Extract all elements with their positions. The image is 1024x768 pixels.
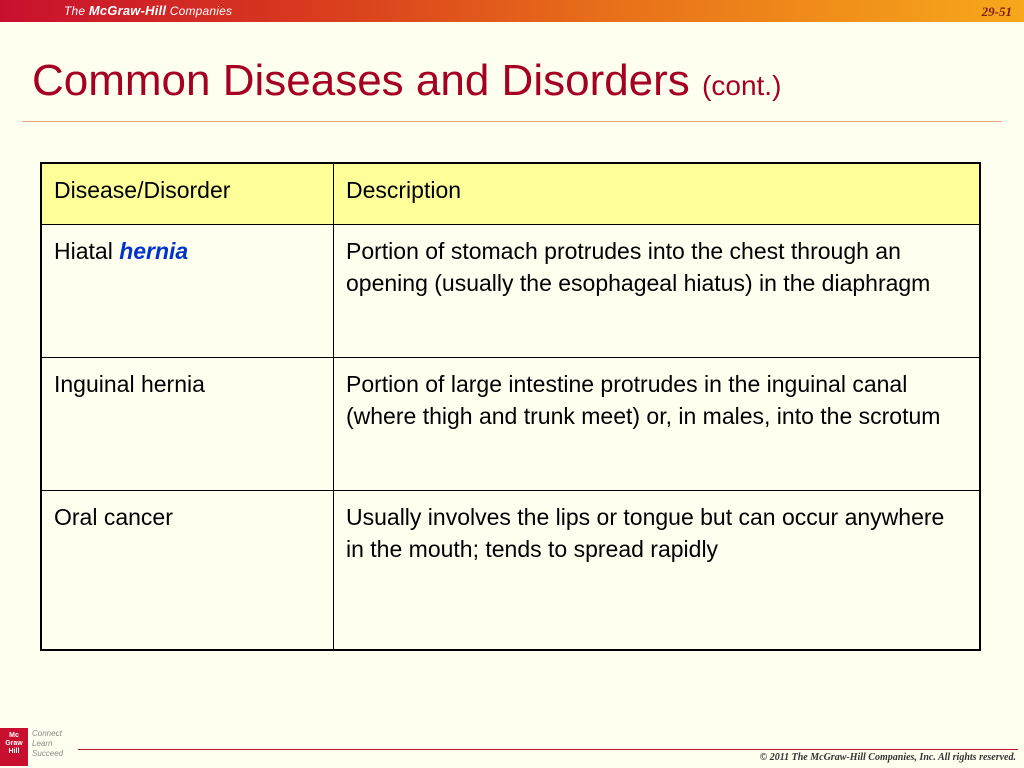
table-row [41,491,980,651]
diseases-table [40,162,981,651]
disease-name: Hiatal [54,238,113,264]
description-cell: Usually involves the lips or tongue but can occur anywhere in the mouth; tends to spread rapidly [334,491,981,651]
title-divider [22,121,1002,122]
slide-title-main: Common Diseases and Disorders [32,56,690,105]
slide-title [32,56,781,106]
footer-divider [78,749,1018,750]
publisher-tagline: Connect Learn Succeed [32,729,64,758]
slide-title-suffix: (cont.) [702,70,782,101]
description-cell: Portion of large intestine protrudes in the inguinal canal (where thigh and trunk meet) or, in males, into the scrotum [334,358,981,491]
copyright-notice: © 2011 The McGraw-Hill Companies, Inc. All rights reserved. [759,752,1016,763]
publisher-logo: Mc Graw Hill [0,728,28,766]
table-row [41,225,980,358]
disease-cell [41,225,334,358]
table-header-row [41,163,980,225]
slide-number: 29-51 [981,4,1012,19]
description-cell: Portion of stomach protrudes into the chest through an opening (usually the esophageal hiatus) in the diaphragm [334,225,981,358]
brand-bar [0,0,1024,22]
disease-cell: Inguinal hernia [41,358,334,491]
table-row [41,358,980,491]
header-cell-disease: Disease/Disorder [41,163,334,225]
disease-keyword: hernia [119,238,189,264]
disease-cell: Oral cancer [41,491,334,651]
brand-logo-text: The McGraw-Hill Companies [64,3,233,18]
header-cell-description: Description [334,163,981,225]
